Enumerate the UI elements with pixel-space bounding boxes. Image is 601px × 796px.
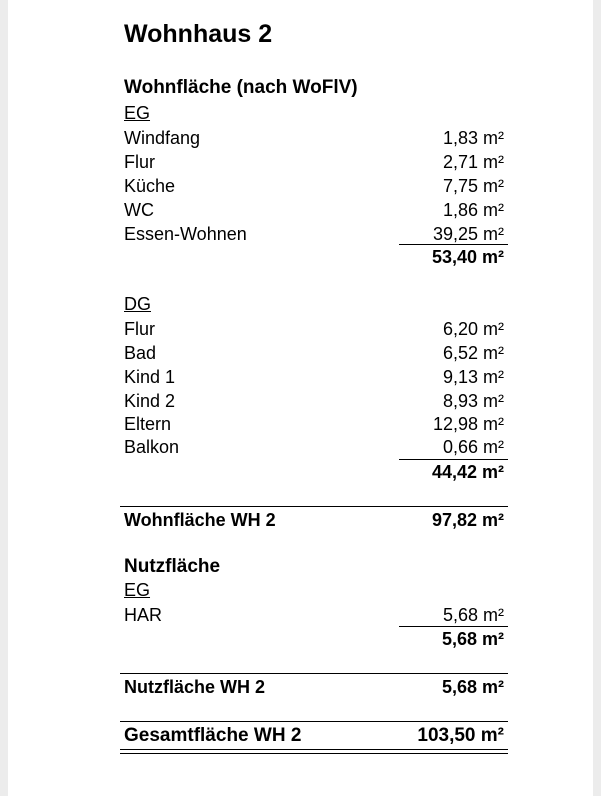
gesamt-label: Gesamtfläche WH 2 — [124, 725, 302, 746]
room-area: 5,68 m² — [442, 605, 504, 625]
room-name: Flur — [124, 319, 155, 339]
room-area: 6,20 m² — [442, 319, 504, 339]
table-row — [124, 150, 504, 174]
eg-subtotal: 53,40 m² — [431, 247, 504, 267]
nutz-eg-floor-label: EG — [124, 580, 151, 600]
room-name: Kind 2 — [124, 391, 176, 411]
dg-floor-label: DG — [124, 294, 151, 314]
document-title: Wohnhaus 2 — [124, 20, 273, 48]
gesamt-double-underline-top — [120, 749, 508, 750]
table-row — [124, 126, 504, 150]
room-area: 39,25 m² — [432, 224, 504, 244]
dg-subtotal: 44,42 m² — [431, 462, 504, 482]
wohnflaeche-heading: Wohnfläche (nach WoFlV) — [124, 77, 358, 98]
room-name: Bad — [124, 343, 157, 363]
total-value: 5,68 m² — [441, 677, 504, 697]
room-name: Küche — [124, 176, 176, 196]
total-label: Nutzfläche WH 2 — [124, 677, 266, 697]
document-page — [8, 0, 593, 796]
total-divider — [120, 506, 508, 507]
room-area: 2,71 m² — [442, 152, 504, 172]
eg-floor-label: EG — [124, 103, 151, 123]
table-row — [124, 389, 504, 413]
nutzflaeche-total-row — [124, 675, 504, 699]
subtotal-row — [124, 460, 504, 484]
total-divider — [120, 673, 508, 674]
gesamt-double-underline-bottom — [120, 753, 508, 754]
room-name: Flur — [124, 152, 155, 172]
gesamt-row — [124, 724, 504, 748]
room-name: Windfang — [124, 128, 201, 148]
table-row — [124, 412, 504, 436]
table-row — [124, 365, 504, 389]
room-area: 0,66 m² — [442, 437, 504, 457]
room-area: 7,75 m² — [442, 176, 504, 196]
nutz-eg-subtotal: 5,68 m² — [441, 629, 504, 649]
room-name: Essen-Wohnen — [124, 224, 247, 244]
table-row — [124, 341, 504, 365]
subtotal-row — [124, 627, 504, 651]
table-row — [124, 174, 504, 198]
table-row — [124, 317, 504, 341]
room-name: HAR — [124, 605, 163, 625]
table-row — [124, 222, 504, 246]
room-area: 1,86 m² — [442, 200, 504, 220]
nutzflaeche-heading: Nutzfläche — [124, 556, 221, 577]
room-area: 12,98 m² — [432, 414, 504, 434]
gesamt-divider — [120, 721, 508, 722]
table-row — [124, 435, 504, 459]
wohnflaeche-total-row — [124, 508, 504, 532]
room-area: 9,13 m² — [442, 367, 504, 387]
room-name: WC — [124, 200, 154, 220]
room-name: Balkon — [124, 437, 180, 457]
room-area: 6,52 m² — [442, 343, 504, 363]
table-row — [124, 198, 504, 222]
table-row — [124, 603, 504, 627]
subtotal-row — [124, 245, 504, 269]
room-name: Kind 1 — [124, 367, 176, 387]
room-name: Eltern — [124, 414, 172, 434]
room-area: 1,83 m² — [442, 128, 504, 148]
gesamt-value: 103,50 m² — [417, 725, 504, 746]
total-label: Wohnfläche WH 2 — [124, 510, 276, 530]
room-area: 8,93 m² — [442, 391, 504, 411]
total-value: 97,82 m² — [431, 510, 504, 530]
